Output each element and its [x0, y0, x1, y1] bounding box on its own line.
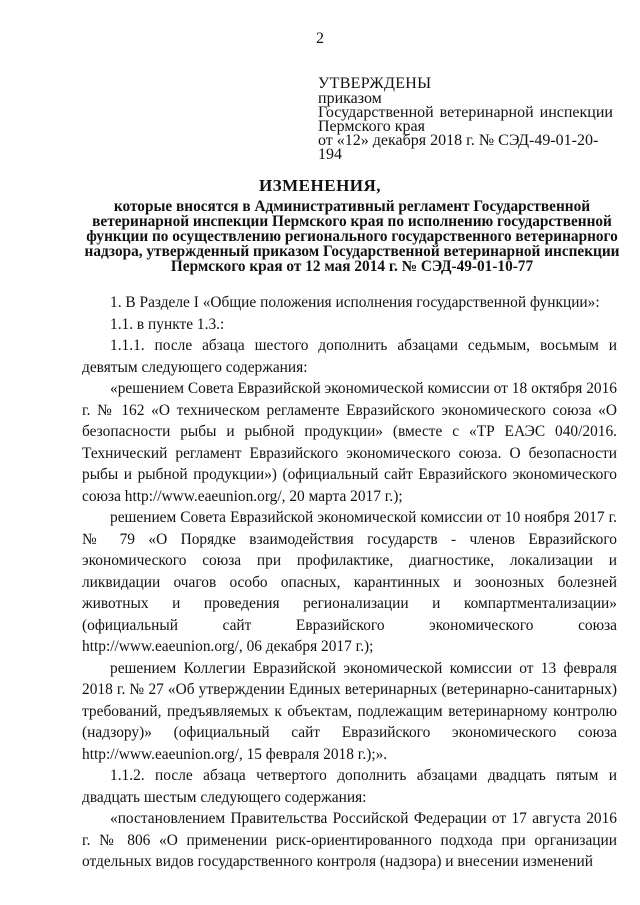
paragraph-resolution-806: «постановлением Правительства Российской Федерации от 17 августа 2016 г. № 806 «О применении риск-ориентированного подхода при организации отдельных видов государственного контроля (надзора) и внесении изменений — [82, 810, 617, 870]
document-subtitle: которые вносятся в Административный регламент Государственной ветеринарной инспекции Пермского края по исполнению государственной функции по осуществлению регионального государственного ветеринарного надзора, утвержденный приказом Государственной ветеринарной инспекции Пермского края от 12 мая 2014 г. № СЭД-49-01-10-77 — [84, 198, 620, 275]
document-title: ИЗМЕНЕНИЯ, — [258, 176, 382, 195]
paragraph-item-1-1-2: 1.1.2. после абзаца четвертого дополнить абзацами двадцать пятым и двадцать шестым следующего содержания: — [82, 767, 617, 806]
paragraph-decision-27: решением Коллегии Евразийской экономической комиссии от 13 февраля 2018 г. № 27 «Об утверждении Единых ветеринарных (ветеринарно-санитарных) требований, предъявляемых к объектам, подлежащим ветеринарному контролю (надзору)» (официальный сайт Евразийского экономического союза http://www.eaeunion.org/, 15 февраля 2018 г.);». — [82, 659, 617, 763]
approval-line-agency: Государственной ветеринарной инспекции — [318, 104, 613, 121]
paragraph-decision-162: «решением Совета Евразийской экономической комиссии от 18 октября 2016 г. № 162 «О техническом регламенте Евразийского экономического союза «О безопасности рыбы и рыбной продукции» (вместе с «ТР ЕАЭС 040/2016. Технический регламент Евразийского экономического союза. О безопасности рыбы и рыбной продукции») (официальный сайт Евразийского экономического союза http://www.eaeunion.org/, 20 марта 2017 г.); — [82, 380, 617, 505]
document-body — [82, 292, 617, 873]
approval-heading: УТВЕРЖДЕНЫ — [318, 75, 432, 92]
paragraph-item-1-1: 1.1. в пункте 1.3.: — [110, 315, 225, 333]
approval-line-date-number: от «12» декабря 2018 г. № СЭД-49-01-20-194 — [318, 132, 599, 163]
paragraph-item-1-1-1: 1.1.1. после абзаца шестого дополнить абзацами седьмым, восьмым и девятым следующего содержания: — [82, 337, 617, 376]
approval-line-order: приказом — [318, 90, 382, 107]
paragraph-section-1: 1. В Разделе I «Общие положения исполнения государственной функции»: — [110, 294, 600, 311]
approval-line-region: Пермского края — [318, 118, 425, 135]
paragraph-decision-79: решением Совета Евразийской экономической комиссии от 10 ноября 2017 г. № 79 «О Порядке взаимодействия государств - членов Евразийского экономического союза при профилактике, диагностике, локализации и ликвидации очагов особо опасных, карантинных и зоонозных болезней животных и проведения регионализации и компартментализации» (официальный сайт Евразийского экономического союза http://www.eaeunion.org/, 06 декабря 2017 г.); — [82, 509, 617, 655]
approval-block — [318, 76, 613, 162]
page-number: 2 — [316, 30, 324, 47]
